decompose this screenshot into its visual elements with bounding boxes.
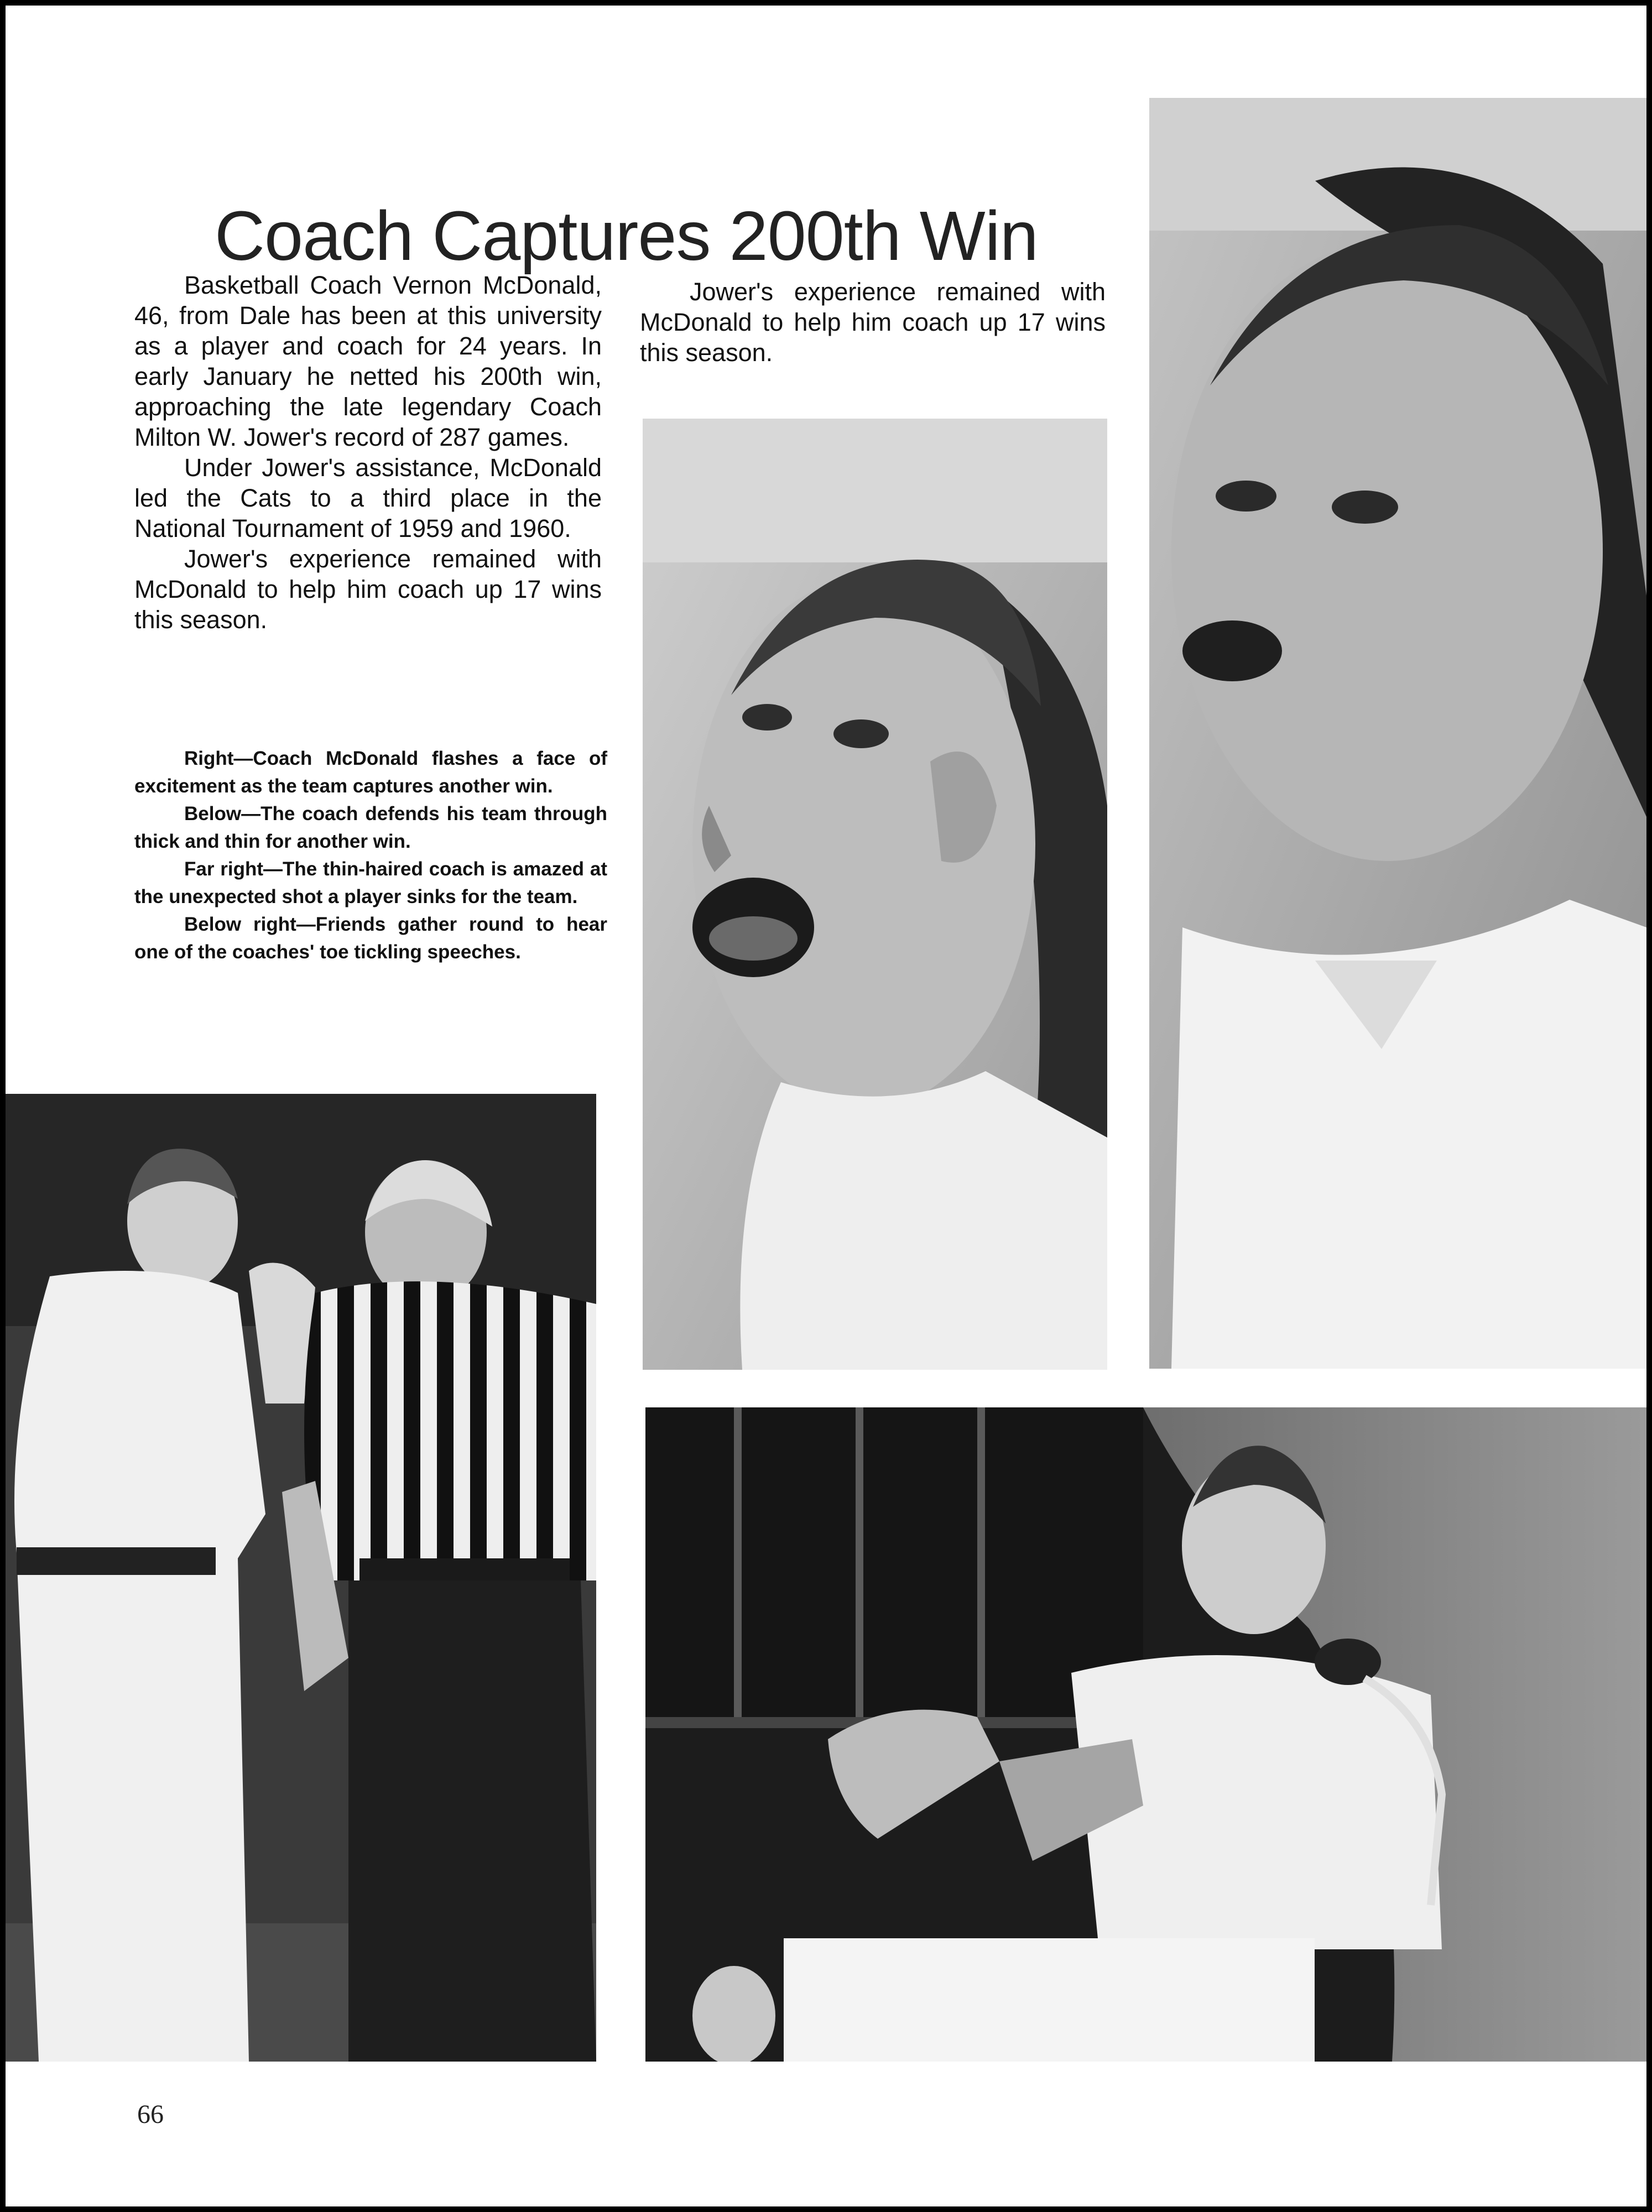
article-column-right bbox=[640, 276, 1106, 368]
photo-coach-speech bbox=[645, 1407, 1646, 2062]
caption: Right—Coach McDonald flashes a face of excitement as the team captures another win. bbox=[134, 748, 607, 797]
photo-coach-referee bbox=[6, 1094, 596, 2062]
photo-captions bbox=[134, 745, 607, 966]
article-paragraph: Jower's experience remained with McDonald to help him coach up 17 wins this season. bbox=[134, 545, 602, 634]
article-column-left bbox=[134, 270, 602, 635]
caption: Below right—Friends gather round to hear one of the coaches' toe tickling speeches. bbox=[134, 914, 607, 963]
caption: Below—The coach defends his team through thick and thin for another win. bbox=[134, 803, 607, 852]
article-paragraph: Jower's experience remained with McDonald to help him coach up 17 wins this season. bbox=[640, 278, 1106, 367]
photo-coach-amazed bbox=[1149, 98, 1646, 1369]
page-title: Coach Captures 200th Win bbox=[215, 197, 1038, 275]
photo-coach-shouting bbox=[643, 419, 1107, 1370]
page-number: 66 bbox=[137, 2100, 164, 2129]
caption: Far right—The thin-haired coach is amazed at the unexpected shot a player sinks for the team. bbox=[134, 858, 607, 907]
article-paragraph: Basketball Coach Vernon McDonald, 46, from Dale has been at this university as a player and coach for 24 years. In early January he netted his 200th win, approaching the late legendary Coach Milton W. Jower's record of 287 games. bbox=[134, 271, 602, 451]
article-paragraph: Under Jower's assistance, McDonald led the Cats to a third place in the National Tournament of 1959 and 1960. bbox=[134, 453, 602, 542]
yearbook-page bbox=[6, 6, 1646, 2206]
